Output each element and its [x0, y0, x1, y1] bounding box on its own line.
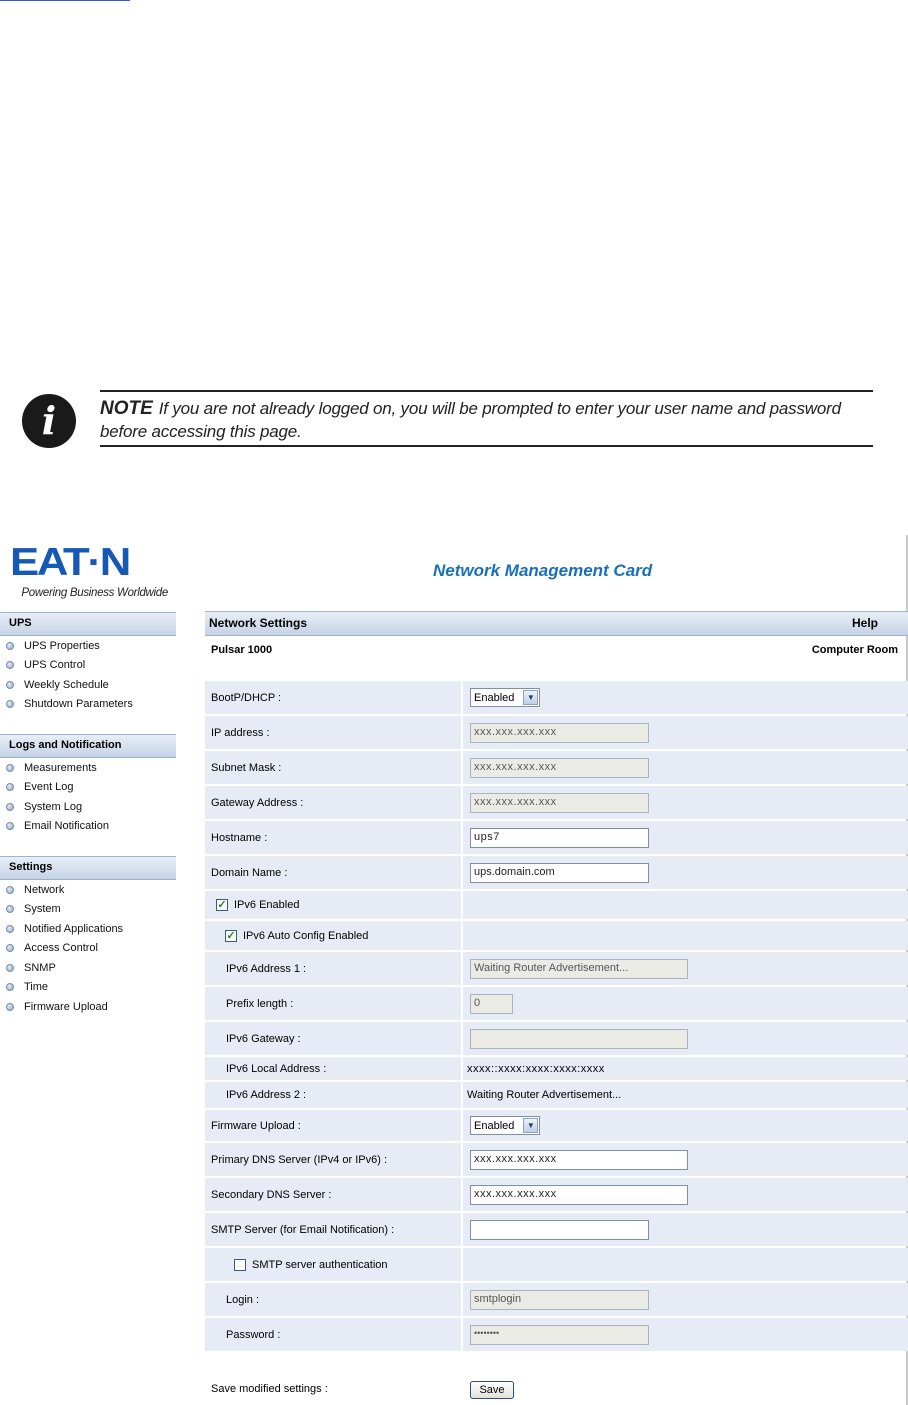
ip-address-label: IP address : — [205, 716, 461, 749]
sidebar-item-network[interactable]: Network — [6, 881, 64, 899]
login-input[interactable]: smtplogin — [470, 1290, 649, 1310]
row-smtp-auth — [205, 1248, 908, 1281]
bullet-icon — [6, 700, 14, 708]
row-primary-dns — [205, 1143, 908, 1176]
row-domain-name — [205, 856, 908, 889]
row-ipv6-local-address — [205, 1057, 908, 1080]
row-subnet-mask — [205, 751, 908, 784]
chevron-down-icon: ▼ — [523, 1118, 538, 1133]
bullet-icon — [6, 886, 14, 894]
note-label: NOTE — [100, 398, 153, 419]
login-label: Login : — [205, 1283, 461, 1316]
row-hostname — [205, 821, 908, 854]
logo-word: EAT·N — [10, 541, 130, 584]
subnet-mask-label: Subnet Mask : — [205, 751, 461, 784]
sidebar-item-shutdown-parameters[interactable]: Shutdown Parameters — [6, 695, 133, 713]
save-label: Save modified settings : — [211, 1383, 328, 1395]
sidebar-section-ups: UPS — [0, 612, 176, 636]
sidebar-section-settings: Settings — [0, 856, 176, 880]
device-location: Computer Room — [811, 644, 898, 656]
password-label: Password : — [205, 1318, 461, 1351]
sidebar-item-ups-properties[interactable]: UPS Properties — [6, 637, 100, 655]
device-name: Pulsar 1000 — [211, 644, 273, 656]
secondary-dns-label: Secondary DNS Server : — [205, 1178, 461, 1211]
sidebar-item-event-log[interactable]: Event Log — [6, 778, 74, 796]
row-ipv6-enabled — [205, 891, 908, 919]
ipv6-address-1-input[interactable]: Waiting Router Advertisement... — [470, 959, 688, 979]
row-gateway — [205, 786, 908, 819]
password-input[interactable]: •••••••• — [470, 1325, 649, 1345]
ipv6-enabled-label: IPv6 Enabled — [234, 899, 300, 911]
top-link-underline — [0, 0, 130, 1]
ipv6-auto-config-label: IPv6 Auto Config Enabled — [243, 929, 369, 942]
page-title: Network Settings — [209, 616, 308, 630]
smtp-auth-label: SMTP server authentication — [252, 1258, 388, 1271]
sidebar-item-system[interactable]: System — [6, 900, 61, 918]
ipv6-address-1-label: IPv6 Address 1 : — [205, 952, 461, 985]
logo-tagline: Powering Business Worldwide — [21, 587, 168, 599]
ipv6-gateway-input[interactable] — [470, 1029, 688, 1049]
row-ipv6-address-1 — [205, 952, 908, 985]
row-ipv6-address-2 — [205, 1082, 908, 1108]
ipv6-local-address-value: xxxx::xxxx:xxxx:xxxx:xxxx — [463, 1057, 908, 1080]
sidebar-item-weekly-schedule[interactable]: Weekly Schedule — [6, 676, 109, 694]
sidebar-item-measurements[interactable]: Measurements — [6, 759, 97, 777]
row-ipv6-auto — [205, 921, 908, 950]
bullet-icon — [6, 803, 14, 811]
sidebar-item-access-control[interactable]: Access Control — [6, 939, 98, 957]
hostname-label: Hostname : — [205, 821, 461, 854]
domain-name-label: Domain Name : — [205, 856, 461, 889]
help-link[interactable]: Help — [851, 616, 878, 630]
eaton-logo — [10, 543, 170, 601]
sidebar-item-email-notification[interactable]: Email Notification — [6, 817, 109, 835]
row-ip-address — [205, 716, 908, 749]
bullet-icon — [6, 822, 14, 830]
row-login — [205, 1283, 908, 1316]
bootp-label: BootP/DHCP : — [205, 681, 461, 714]
sidebar-item-firmware-upload[interactable]: Firmware Upload — [6, 998, 108, 1016]
ipv6-gateway-label: IPv6 Gateway : — [205, 1022, 461, 1055]
ipv6-local-address-label: IPv6 Local Address : — [205, 1057, 461, 1080]
ipv6-enabled-checkbox[interactable]: ✓ — [217, 899, 227, 911]
bullet-icon — [6, 983, 14, 991]
ipv6-auto-config-checkbox[interactable]: ✓ — [226, 929, 236, 942]
save-button[interactable]: Save — [470, 1381, 514, 1399]
ip-address-input[interactable]: xxx.xxx.xxx.xxx — [470, 723, 649, 743]
row-ipv6-gateway — [205, 1022, 908, 1055]
bullet-icon — [6, 964, 14, 972]
note-box — [100, 390, 873, 447]
row-password — [205, 1318, 908, 1351]
bullet-icon — [6, 661, 14, 669]
app-screenshot — [0, 535, 908, 1405]
bullet-icon — [6, 681, 14, 689]
bullet-icon — [6, 944, 14, 952]
gateway-label: Gateway Address : — [205, 786, 461, 819]
bullet-icon — [6, 925, 14, 933]
sidebar-item-snmp[interactable]: SNMP — [6, 959, 56, 977]
app-title: Network Management Card — [433, 561, 653, 580]
row-bootp — [205, 681, 908, 714]
row-smtp-server — [205, 1213, 908, 1246]
network-settings-header — [205, 611, 908, 636]
domain-name-input[interactable]: ups.domain.com — [470, 863, 649, 883]
sidebar-item-system-log[interactable]: System Log — [6, 798, 82, 816]
ipv6-address-2-value: Waiting Router Advertisement... — [463, 1082, 908, 1108]
bullet-icon — [6, 1003, 14, 1011]
sidebar-section-logs: Logs and Notification — [0, 734, 176, 758]
chevron-down-icon: ▼ — [523, 690, 538, 705]
subnet-mask-input[interactable]: xxx.xxx.xxx.xxx — [470, 758, 649, 778]
primary-dns-input[interactable]: xxx.xxx.xxx.xxx — [470, 1150, 688, 1170]
smtp-server-label: SMTP Server (for Email Notification) : — [205, 1213, 461, 1246]
bullet-icon — [6, 905, 14, 913]
smtp-auth-checkbox[interactable] — [234, 1259, 246, 1271]
smtp-server-input[interactable] — [470, 1220, 649, 1240]
row-prefix-length — [205, 987, 908, 1020]
sidebar-item-time[interactable]: Time — [6, 978, 48, 996]
prefix-length-label: Prefix length : — [205, 987, 461, 1020]
firmware-upload-label: Firmware Upload : — [205, 1110, 461, 1141]
bullet-icon — [6, 642, 14, 650]
secondary-dns-input[interactable]: xxx.xxx.xxx.xxx — [470, 1185, 688, 1205]
hostname-input[interactable]: ups7 — [470, 828, 649, 848]
primary-dns-label: Primary DNS Server (IPv4 or IPv6) : — [205, 1143, 461, 1176]
prefix-length-input[interactable]: 0 — [470, 994, 513, 1014]
gateway-input[interactable]: xxx.xxx.xxx.xxx — [470, 793, 649, 813]
row-secondary-dns — [205, 1178, 908, 1211]
ipv6-address-2-label: IPv6 Address 2 : — [205, 1082, 461, 1108]
sidebar-item-notified-applications[interactable]: Notified Applications — [6, 920, 123, 938]
bullet-icon — [6, 783, 14, 791]
bootp-select[interactable]: Enabled ▼ — [470, 688, 540, 707]
sidebar-item-ups-control[interactable]: UPS Control — [6, 656, 85, 674]
note-text: If you are not already logged on, you will be prompted to enter your user name and password before accessing this page. — [100, 399, 841, 441]
info-icon: i — [22, 394, 76, 448]
bullet-icon — [6, 764, 14, 772]
row-firmware-upload — [205, 1110, 908, 1141]
firmware-upload-select[interactable]: Enabled ▼ — [470, 1116, 540, 1135]
